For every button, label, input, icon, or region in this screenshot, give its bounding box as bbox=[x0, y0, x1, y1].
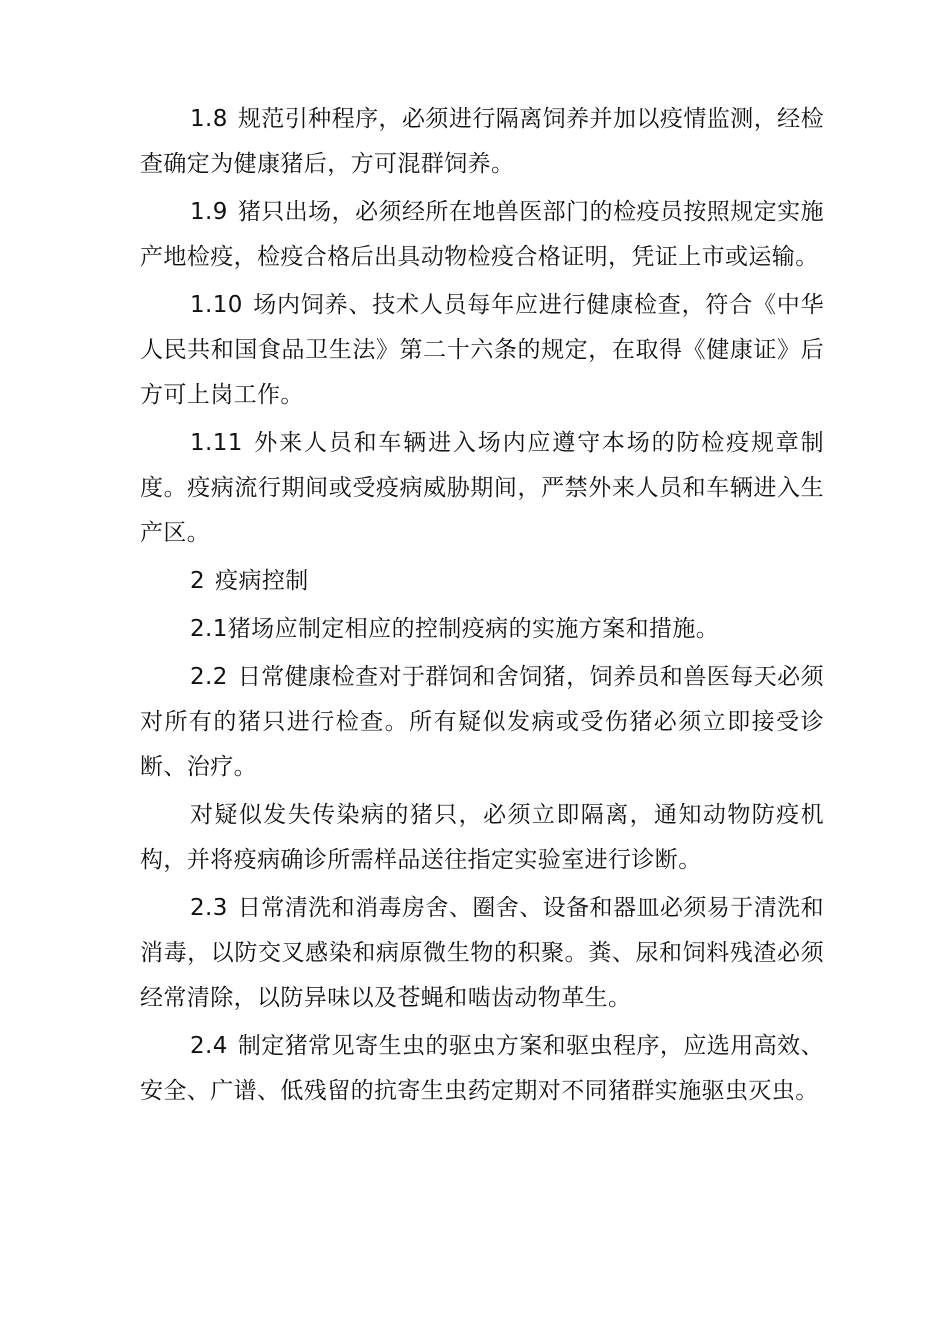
paragraph-2-2 bbox=[140, 655, 824, 790]
paragraph-2-1 bbox=[140, 607, 824, 652]
paragraph-2-4 bbox=[140, 1024, 824, 1114]
paragraph-text: 规范引种程序，必须进行隔离饲养并加以疫情监测，经检查确定为健康猪后，方可混群饲养。 bbox=[140, 106, 824, 177]
paragraph-number: 2.3 bbox=[190, 895, 228, 921]
paragraph-text: 制定猪常见寄生虫的驱虫方案和驱虫程序，应选用高效、安全、广谱、低残留的抗寄生虫药定期对不同猪群实施驱虫灭虫。 bbox=[140, 1033, 824, 1104]
section-title: 疫病控制 bbox=[215, 568, 309, 594]
paragraph-text: 猪场应制定相应的控制疫病的实施方案和措施。 bbox=[227, 616, 720, 642]
paragraph-1-11 bbox=[140, 421, 824, 556]
paragraph-1-10 bbox=[140, 283, 824, 418]
paragraph-text: 场内饲养、技术人员每年应进行健康检查，符合《中华人民共和国食品卫生法》第二十六条的规定，在取得《健康证》后方可上岗工作。 bbox=[140, 292, 824, 408]
paragraph-number: 2.2 bbox=[190, 664, 228, 690]
section-heading-2 bbox=[140, 559, 824, 604]
paragraph-1-9 bbox=[140, 190, 824, 280]
paragraph-text: 日常健康检查对于群饲和舍饲猪，饲养员和兽医每天必须对所有的猪只进行检查。所有疑似发病或受伤猪必须立即接受诊断、治疗。 bbox=[140, 664, 824, 780]
paragraph-text: 外来人员和车辆进入场内应遵守本场的防检疫规章制度。疫病流行期间或受疫病威胁期间，严禁外来人员和车辆进入生产区。 bbox=[140, 430, 824, 546]
paragraph-1-8 bbox=[140, 97, 824, 187]
paragraph-2-3 bbox=[140, 886, 824, 1021]
section-number: 2 bbox=[190, 568, 206, 594]
paragraph-number: 2.1 bbox=[190, 616, 228, 642]
paragraph-text: 猪只出场，必须经所在地兽医部门的检疫员按照规定实施产地检疫，检疫合格后出具动物检疫合格证明，凭证上市或运输。 bbox=[140, 199, 824, 270]
paragraph-number: 1.11 bbox=[190, 430, 243, 456]
paragraph-2-2-continued bbox=[140, 793, 824, 883]
paragraph-number: 1.8 bbox=[190, 106, 228, 132]
paragraph-text: 日常清洗和消毒房舍、圈舍、设备和器皿必须易于清洗和消毒，以防交叉感染和病原微生物的积聚。粪、尿和饲料残渣必须经常清除，以防异味以及苍蝇和啮齿动物革生。 bbox=[140, 895, 824, 1011]
paragraph-number: 2.4 bbox=[190, 1033, 228, 1059]
paragraph-text: 对疑似发失传染病的猪只，必须立即隔离，通知动物防疫机构，并将疫病确诊所需样品送往指定实验室进行诊断。 bbox=[140, 802, 824, 873]
paragraph-number: 1.9 bbox=[190, 199, 228, 225]
paragraph-number: 1.10 bbox=[190, 292, 243, 318]
document-body bbox=[140, 97, 824, 1117]
